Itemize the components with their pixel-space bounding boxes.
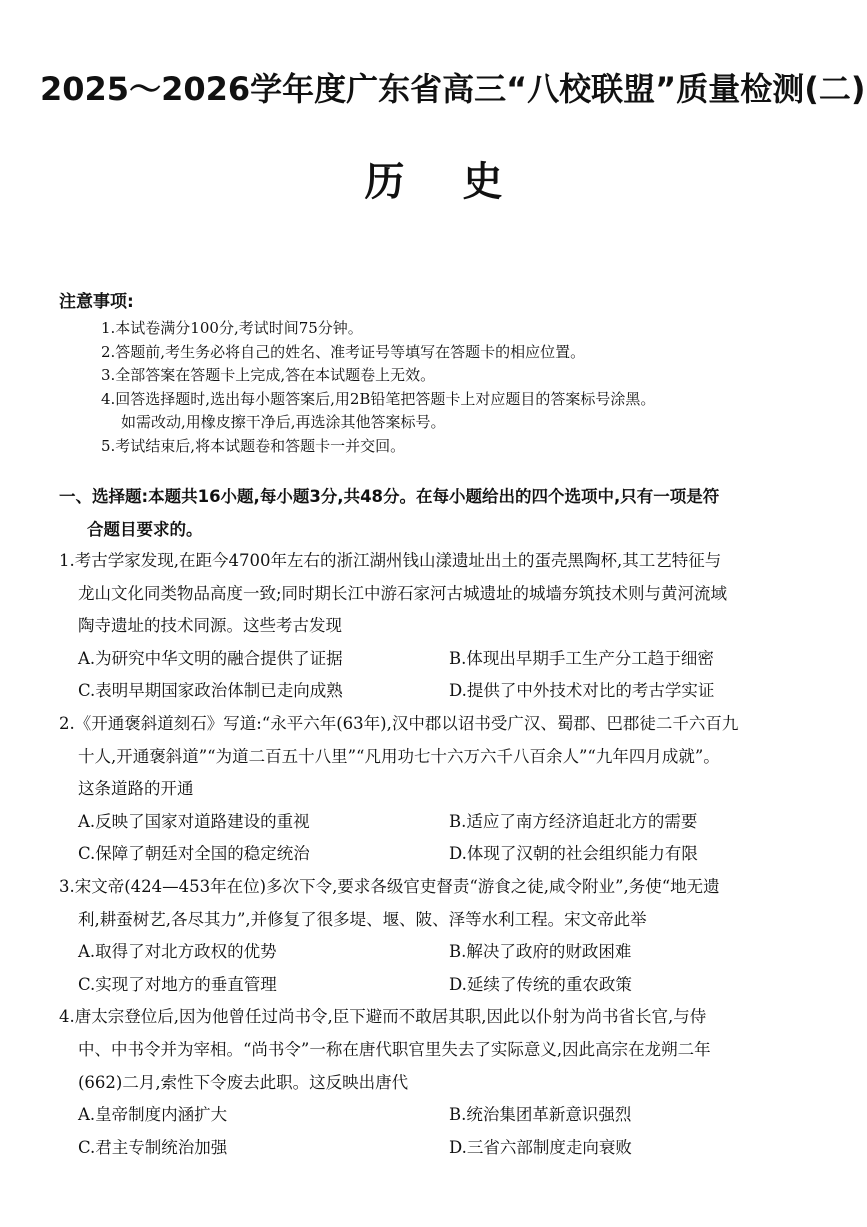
option-a: A.取得了对北方政权的优势 <box>78 942 277 962</box>
question-2 <box>59 708 829 871</box>
option-c: C.表明早期国家政治体制已走向成熟 <box>78 681 343 701</box>
note-item: 5.考试结束后,将本试题卷和答题卡一并交回。 <box>101 436 406 455</box>
question-options <box>59 806 829 871</box>
question-4 <box>59 1001 829 1164</box>
question-options <box>59 643 829 708</box>
option-b: B.体现出早期手工生产分工趋于细密 <box>449 648 714 668</box>
stem-line: 3.宋文帝(424—453年在位)多次下令,要求各级官吏督责“游食之徒,咸令附业”,务使“地无遗 <box>59 876 720 896</box>
option-a: A.反映了国家对道路建设的重视 <box>78 811 310 831</box>
stem-line: 陶寺遗址的技术同源。这些考古发现 <box>78 616 342 636</box>
notes-list <box>101 317 821 459</box>
option-d: D.提供了中外技术对比的考古学实证 <box>449 681 715 701</box>
question-stem <box>59 871 829 936</box>
question-options <box>59 1099 829 1164</box>
option-a: A.为研究中华文明的融合提供了证据 <box>78 648 343 668</box>
option-c: C.实现了对地方的垂直管理 <box>78 974 277 994</box>
note-item-continuation: 如需改动,用橡皮擦干净后,再选涂其他答案标号。 <box>121 413 446 432</box>
option-row <box>59 838 829 871</box>
option-d: D.延续了传统的重农政策 <box>449 974 632 994</box>
option-a: A.皇帝制度内涵扩大 <box>78 1105 228 1125</box>
option-row <box>59 675 829 708</box>
stem-line: 龙山文化同类物品高度一致;同时期长江中游石家河古城遗址的城墙夯筑技术则与黄河流域 <box>78 583 728 603</box>
option-d: D.体现了汉朝的社会组织能力有限 <box>449 844 698 864</box>
option-row <box>59 806 829 839</box>
note-item: 1.本试卷满分100分,考试时间75分钟。 <box>101 319 363 337</box>
option-row <box>59 643 829 676</box>
option-c: C.保障了朝廷对全国的稳定统治 <box>78 844 310 864</box>
question-stem <box>59 545 829 643</box>
stem-line: 中、中书令并为宰相。“尚书令”一称在唐代职官里失去了实际意义,因此高宗在龙朔二年 <box>78 1039 711 1059</box>
question-stem <box>59 708 829 806</box>
option-b: B.解决了政府的财政困难 <box>449 942 632 962</box>
subject-title: 历史 <box>364 159 561 205</box>
section-heading <box>59 480 829 546</box>
stem-line: 4.唐太宗登位后,因为他曾任过尚书令,臣下避而不敢居其职,因此以仆射为尚书省长官,与侍 <box>59 1007 707 1027</box>
stem-line: 1.考古学家发现,在距今4700年左右的浙江湖州钱山漾遗址出土的蛋壳黑陶杯,其工艺特征与 <box>59 551 722 570</box>
question-1 <box>59 545 829 708</box>
exam-title: 2025～2026学年度广东省高三“八校联盟”质量检测(二) <box>40 70 866 108</box>
question-list <box>59 545 829 1164</box>
note-item: 3.全部答案在答题卡上完成,答在本试题卷上无效。 <box>101 366 436 385</box>
stem-line: 利,耕蚕树艺,各尽其力”,并修复了很多堤、堰、陂、泽等水利工程。宋文帝此举 <box>78 909 647 929</box>
option-row <box>59 1099 829 1132</box>
note-item: 4.回答选择题时,选出每小题答案后,用2B铅笔把答题卡上对应题目的答案标号涂黑。 <box>101 389 656 408</box>
stem-line: 2.《开通褒斜道刻石》写道:“永平六年(63年),汉中郡以诏书受广汉、蜀郡、巴郡徒二千六百九 <box>59 713 739 733</box>
question-3 <box>59 871 829 1001</box>
option-c: C.君主专制统治加强 <box>78 1137 228 1157</box>
stem-line: (662)二月,索性下令废去此职。这反映出唐代 <box>78 1072 409 1092</box>
notes-heading: 注意事项: <box>59 292 134 312</box>
question-options <box>59 936 829 1001</box>
option-row <box>59 969 829 1002</box>
option-row <box>59 1132 829 1165</box>
note-item: 2.答题前,考生务必将自己的姓名、准考证号等填写在答题卡的相应位置。 <box>101 342 586 361</box>
option-row <box>59 936 829 969</box>
question-stem <box>59 1001 829 1099</box>
option-b: B.适应了南方经济追赶北方的需要 <box>449 811 698 831</box>
option-d: D.三省六部制度走向衰败 <box>449 1137 632 1157</box>
stem-line: 这条道路的开通 <box>78 779 194 799</box>
section-heading-line: 合题目要求的。 <box>87 520 203 539</box>
stem-line: 十人,开通褒斜道”“为道二百五十八里”“凡用功七十六万六千八百余人”“九年四月成就”。 <box>78 746 720 766</box>
option-b: B.统治集团革新意识强烈 <box>449 1105 632 1125</box>
section-heading-line: 一、选择题:本题共16小题,每小题3分,共48分。在每小题给出的四个选项中,只有一项是符 <box>59 487 720 506</box>
